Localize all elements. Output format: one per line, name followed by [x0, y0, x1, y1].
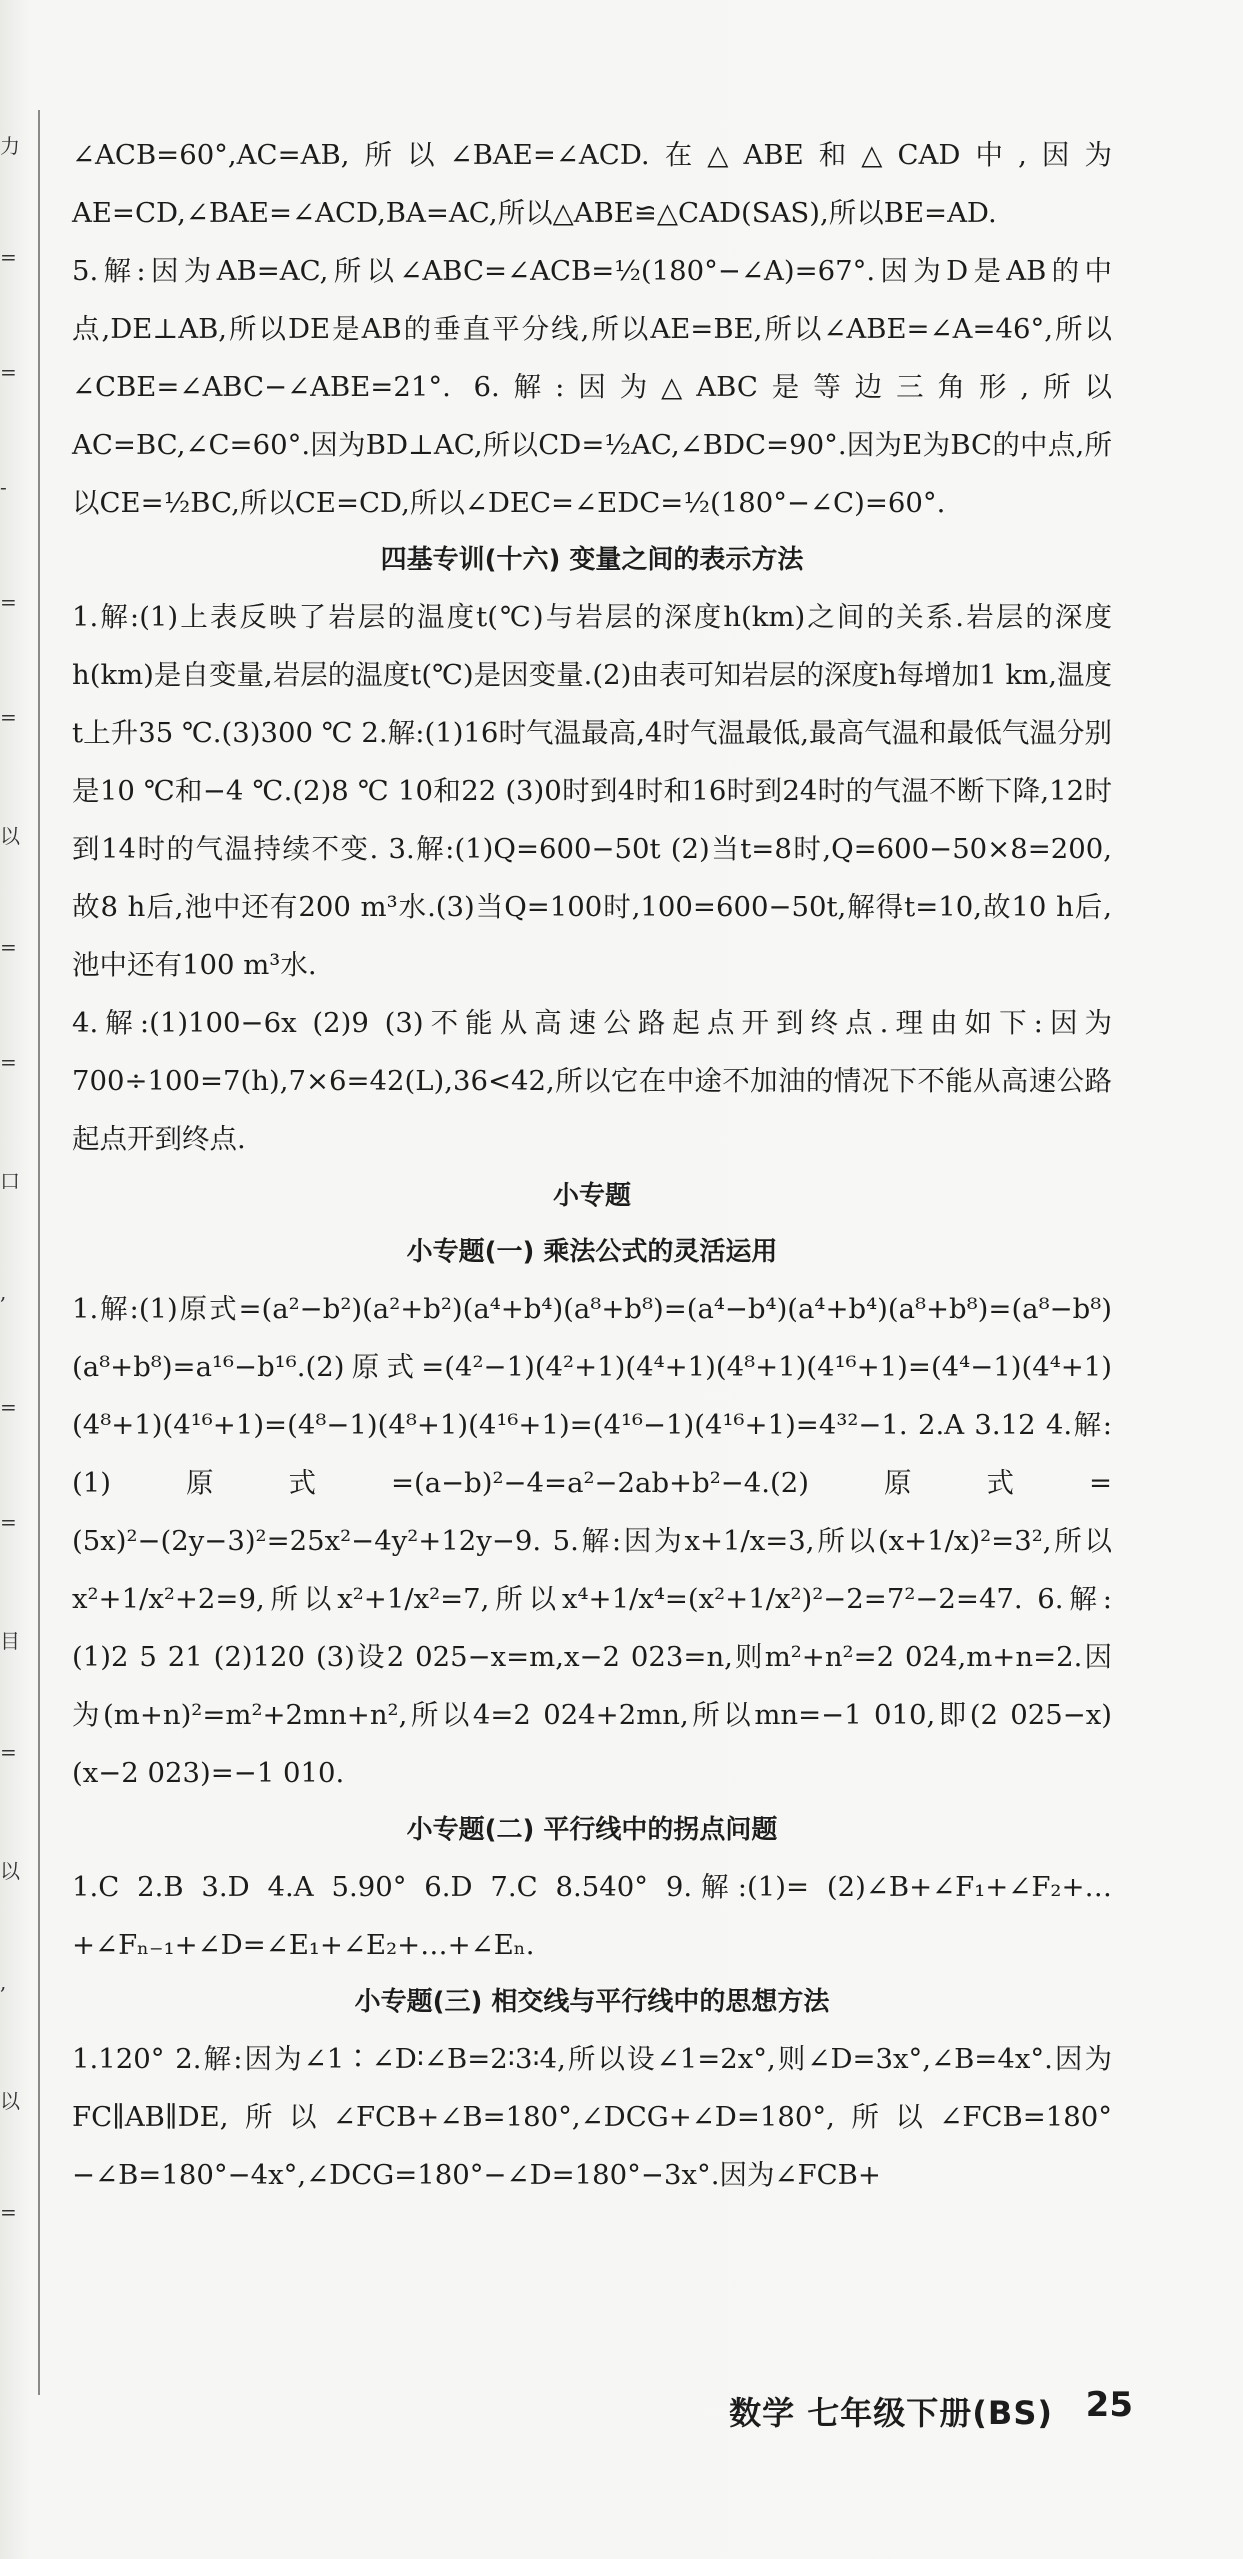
answer-paragraph: 1.解:(1)上表反映了岩层的温度t(℃)与岩层的深度h(km)之间的关系.岩层的深度h(km)是自变量,岩层的温度t(℃)是因变量.(2)由表可知岩层的深度h每增加1 km,温度t上升35 ℃.(3)300 ℃ 2.解:(1)16时气温最高,4时气温最低,最高气温和最低气温分别是10 ℃和−4 ℃.(2)8 ℃ 10和22 (3)0时到4时和16时到24时的气温不断下降,12时到14时的气温持续不变. 3.解:(1)Q=600−50t (2)当t=8时,Q=600−50×8=200,故8 h后,池中还有200 m³水.(3)当Q=100时,100=600−50t,解得t=10,故10 h后,池中还有100 m³水. — [72, 601, 1112, 981]
section-heading: 小专题(一) 乘法公式的灵活运用 — [406, 1237, 778, 1267]
gutter-fragment: = — [0, 590, 17, 614]
gutter-fragment: 以 — [0, 2089, 20, 2113]
gutter-fragment: 以 — [0, 1859, 20, 1883]
gutter-fragment: , — [0, 1280, 7, 1304]
gutter-fragment: = — [0, 2200, 17, 2224]
gutter-fragment: = — [0, 245, 17, 269]
answer-paragraph: ∠ACB=60°,AC=AB,所以∠BAE=∠ACD.在△ABE和△CAD中,因为AE=CD,∠BAE=∠ACD,BA=AC,所以△ABE≌△CAD(SAS),所以BE=AD. — [72, 139, 1112, 229]
gutter-fragment: 口 — [0, 1169, 20, 1193]
gutter-fragment: 以 — [0, 824, 20, 848]
binding-rule — [38, 110, 40, 2395]
gutter-fragment: = — [0, 705, 17, 729]
footer-label: 数学 七年级下册(BS) — [729, 2394, 1053, 2432]
answer-paragraph: 1.C 2.B 3.D 4.A 5.90° 6.D 7.C 8.540° 9.解:(1)= (2)∠B+∠F₁+∠F₂+…+∠Fₙ₋₁+∠D=∠E₁+∠E₂+…+∠Eₙ. — [72, 1871, 1112, 1961]
gutter-fragment: 力 — [0, 134, 20, 158]
gutter-fragment: - — [0, 475, 7, 499]
gutter-fragment: = — [0, 1510, 17, 1534]
gutter-fragment: 目 — [0, 1629, 20, 1653]
answer-paragraph: 1.解:(1)原式=(a²−b²)(a²+b²)(a⁴+b⁴)(a⁸+b⁸)=(a⁴−b⁴)(a⁴+b⁴)(a⁸+b⁸)=(a⁸−b⁸)(a⁸+b⁸)=a¹⁶−b¹⁶.(2)原式=(4²−1)(4²+1)(4⁴+1)(4⁸+1)(4¹⁶+1)=(4⁴−1)(4⁴+1)(4⁸+1)(4¹⁶+1)=(4⁸−1)(4⁸+1)(4¹⁶+1)=(4¹⁶−1)(4¹⁶+1)=4³²−1. 2.A 3.12 4.解:(1)原式=(a−b)²−4=a²−2ab+b²−4.(2)原式=(5x)²−(2y−3)²=25x²−4y²+12y−9. 5.解:因为x+1/x=3,所以(x+1/x)²=3²,所以x²+1/x²+2=9,所以x²+1/x²=7,所以x⁴+1/x⁴=(x²+1/x²)²−2=7²−2=47. 6.解:(1)2 5 21 (2)120 (3)设2 025−x=m,x−2 023=n,则m²+n²=2 024,m+n=2.因为(m+n)²=m²+2mn+n²,所以4=2 024+2mn,所以mn=−1 010,即(2 025−x)(x−2 023)=−1 010. — [72, 1293, 1112, 1789]
answer-paragraph: 4.解:(1)100−6x (2)9 (3)不能从高速公路起点开到终点.理由如下:因为700÷100=7(h),7×6=42(L),36<42,所以它在中途不加油的情况下不能从高速公路起点开到终点. — [72, 1007, 1112, 1155]
gutter-fragment: = — [0, 1395, 17, 1419]
gutter-fragment: = — [0, 1740, 17, 1764]
section-heading: 小专题(三) 相交线与平行线中的思想方法 — [354, 1987, 830, 2017]
page-number: 25 — [1085, 2385, 1133, 2425]
section-heading: 小专题(二) 平行线中的拐点问题 — [406, 1815, 778, 1845]
gutter-fragment: = — [0, 360, 17, 384]
section-heading: 四基专训(十六) 变量之间的表示方法 — [380, 545, 804, 575]
answer-paragraph: 1.120° 2.解:因为∠1∶∠D∶∠B=2∶3∶4,所以设∠1=2x°,则∠D=3x°,∠B=4x°.因为FC∥AB∥DE,所以∠FCB+∠B=180°,∠DCG+∠D=180°,所以∠FCB=180°−∠B=180°−4x°,∠DCG=180°−∠D=180°−3x°.因为∠FCB+ — [72, 2043, 1112, 2191]
gutter-fragment: = — [0, 1050, 17, 1074]
left-gutter-fragments — [0, 130, 20, 2330]
section-heading: 小专题 — [552, 1181, 631, 1211]
answer-content — [72, 126, 1112, 2204]
gutter-fragment: , — [0, 1970, 7, 1994]
answer-paragraph: 5.解:因为AB=AC,所以∠ABC=∠ACB=½(180°−∠A)=67°.因为D是AB的中点,DE⊥AB,所以DE是AB的垂直平分线,所以AE=BE,所以∠ABE=∠A=46°,所以∠CBE=∠ABC−∠ABE=21°. 6.解:因为△ABC是等边三角形,所以AC=BC,∠C=60°.因为BD⊥AC,所以CD=½AC,∠BDC=90°.因为E为BC的中点,所以CE=½BC,所以CE=CD,所以∠DEC=∠EDC=½(180°−∠C)=60°. — [72, 255, 1112, 519]
gutter-fragment: = — [0, 935, 17, 959]
